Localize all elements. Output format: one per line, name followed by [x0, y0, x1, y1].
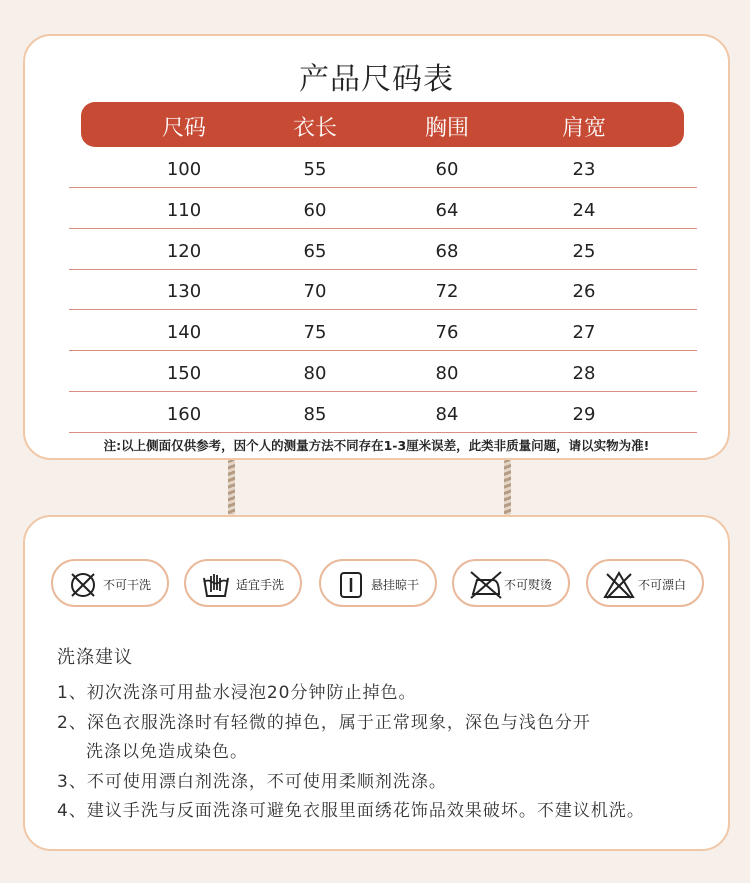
care-item-hand-wash: [184, 559, 302, 607]
no-dry-clean-icon: [68, 570, 98, 600]
advice-item: 1、初次洗涤可用盐水浸泡20分钟防止掉色。: [57, 683, 417, 703]
cell-chest: 76: [435, 322, 459, 344]
cell-size: 140: [166, 322, 202, 344]
cell-size: 120: [166, 240, 202, 262]
care-label: 不可熨烫: [504, 578, 553, 592]
care-item-no-iron: [452, 559, 570, 607]
table-row: [69, 352, 697, 392]
care-item-hang-dry: [319, 559, 437, 607]
care-card: [23, 515, 730, 851]
care-label: 不可漂白: [638, 578, 687, 592]
header-size: 尺码: [161, 116, 207, 141]
care-label: 适宜手洗: [236, 578, 285, 592]
size-note: 注:以上侧面仅供参考，因个人的测量方法不同存在1-3厘米误差，此类非质量问题，请以实物为准!: [103, 438, 650, 453]
table-row: [69, 311, 697, 351]
care-item-no-dry-clean: [51, 559, 169, 607]
cell-size: 110: [166, 199, 202, 221]
cell-shoulder: 28: [572, 362, 596, 384]
hang-dry-icon: [336, 570, 366, 600]
advice-item: 3、不可使用漂白剂洗涤，不可使用柔顺剂洗涤。: [57, 771, 447, 792]
care-label: 不可干洗: [103, 578, 152, 592]
table-row: [69, 393, 697, 433]
care-label: 悬挂晾干: [371, 578, 420, 592]
care-item-no-bleach: [586, 559, 704, 607]
size-chart-card: [23, 34, 730, 460]
size-chart-title: 产品尺码表: [299, 62, 454, 97]
cell-size: 130: [166, 281, 202, 303]
cell-length: 55: [303, 159, 327, 180]
advice-item-continuation: 洗涤以免造成染色。: [86, 742, 248, 762]
cell-chest: 68: [435, 240, 459, 262]
size-chart-header: [81, 102, 684, 147]
cell-chest: 84: [435, 403, 459, 425]
rope-decoration: [504, 460, 511, 515]
cell-chest: 72: [435, 281, 459, 303]
washing-advice: [57, 643, 707, 827]
rope-decoration: [228, 460, 235, 515]
cell-length: 85: [303, 403, 327, 425]
table-row: [69, 270, 697, 310]
cell-shoulder: 23: [572, 159, 596, 180]
cell-shoulder: 24: [572, 199, 596, 221]
cell-size: 100: [166, 159, 202, 180]
cell-shoulder: 25: [572, 240, 596, 262]
size-chart-rows: [69, 148, 697, 434]
hand-wash-icon: [201, 570, 231, 600]
advice-heading: 洗涤建议: [57, 647, 133, 668]
cell-length: 70: [303, 281, 327, 303]
advice-item: 2、深色衣服洗涤时有轻微的掉色，属于正常现象，深色与浅色分开: [57, 712, 591, 733]
cell-chest: 64: [435, 199, 459, 221]
header-length: 衣长: [292, 116, 338, 141]
cell-size: 160: [166, 403, 202, 425]
cell-length: 65: [303, 240, 327, 262]
cell-shoulder: 27: [572, 322, 596, 344]
cell-length: 60: [303, 199, 327, 221]
header-chest: 胸围: [424, 116, 470, 141]
no-iron-icon: [469, 570, 503, 600]
cell-chest: 60: [435, 159, 459, 180]
cell-shoulder: 29: [572, 403, 596, 425]
no-bleach-icon: [603, 570, 635, 600]
cell-length: 80: [303, 362, 327, 384]
table-row: [69, 189, 697, 229]
table-row: [69, 230, 697, 270]
cell-chest: 80: [435, 362, 459, 384]
cell-shoulder: 26: [572, 281, 596, 303]
header-shoulder: 肩宽: [561, 116, 607, 141]
cell-length: 75: [303, 322, 327, 344]
table-row: [69, 148, 697, 188]
cell-size: 150: [166, 362, 202, 384]
advice-item: 4、建议手洗与反面洗涤可避免衣服里面绣花饰品效果破坏。不建议机洗。: [57, 801, 645, 821]
